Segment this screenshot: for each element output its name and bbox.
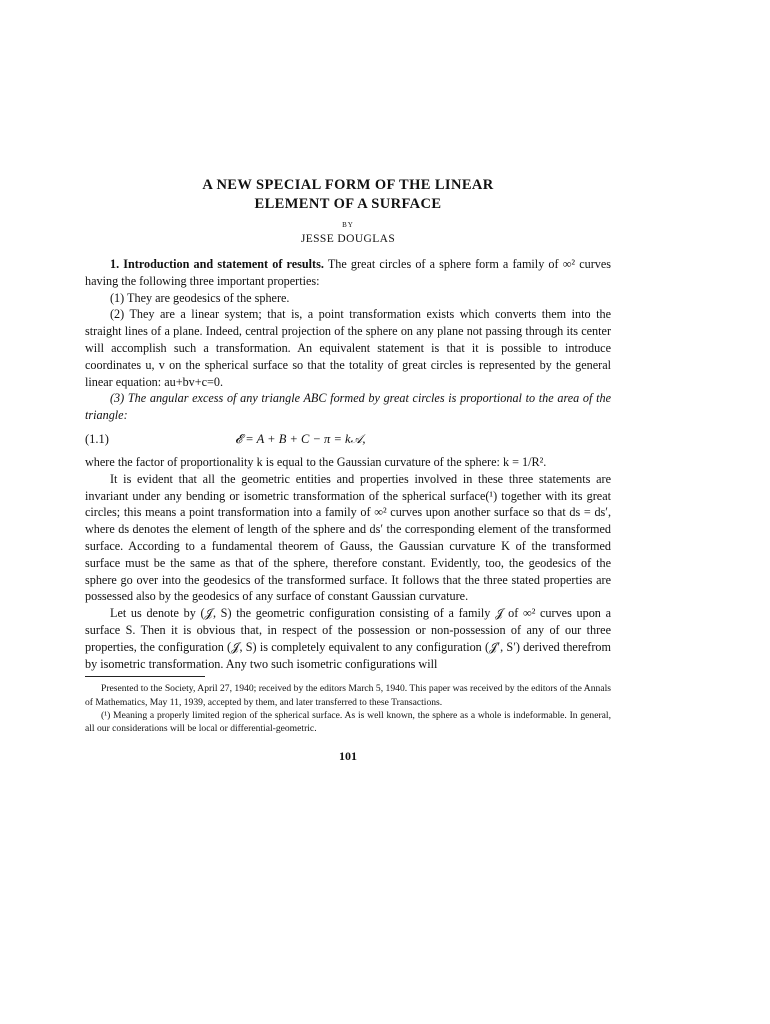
paragraph-property-3: (3) The angular excess of any triangle ABC formed by great circles is proportional to the area of the triangle: — [85, 391, 611, 423]
paragraph-isometric: It is evident that all the geometric entities and properties involved in these three statements are invariant under any bending or isometric transformation of the spherical surface(¹) together with its great circles; this means a point transformation into a family of ∞² curves upon another surface so that ds = ds′, where ds denotes the element of length of the sphere and ds′ the corresponding element of the transformed surface. According to a fundamental theorem of Gauss, the Gaussian curvature K of the transformed surface must be the same as that of the sphere, therefore constant. Evidently, too, the geodesics of the sphere go over into the geodesics of the transformed surface. It follows that the three stated properties are possessed also by the geodesics of any surface of constant Gaussian curvature. — [85, 471, 611, 604]
by-label: BY — [342, 221, 354, 229]
paragraph-configuration: Let us denote by (𝒥, S) the geometric configuration consisting of a family 𝒥 of ∞² curves upon a surface S. Then it is obvious that, in respect of the possession or non-possession of any of our three properties, the configuration (𝒥, S) is completely equivalent to any configuration (𝒥′, S′) derived therefrom by isometric transformation. Any two such isometric configurations will — [85, 606, 611, 671]
paragraph-intro — [85, 256, 611, 290]
paper-page — [85, 176, 611, 764]
section-heading: 1. Introduction and statement of results. — [110, 257, 324, 271]
page-number: 101 — [339, 749, 357, 764]
equation-1-1 — [85, 426, 611, 452]
equation-number: (1.1) — [85, 431, 109, 446]
footnote-received: Presented to the Society, April 27, 1940; received by the editors March 5, 1940. This paper was received by the editors of the Annals of Mathematics, May 11, 1939, accepted by them, and later transferred to these Transactions. — [85, 683, 611, 708]
title-line-1: A NEW SPECIAL FORM OF THE LINEAR — [202, 177, 494, 193]
footnote-rule — [85, 676, 205, 677]
paragraph-intro-text: The great circles of a sphere form a family of ∞² curves having the following three important properties: — [85, 257, 612, 288]
title-line-2: ELEMENT OF A SURFACE — [254, 196, 442, 212]
equation-body: 𝓔 = A + B + C − π = k𝒜, — [235, 431, 366, 446]
paragraph-property-1: (1) They are geodesics of the sphere. — [110, 290, 290, 305]
paragraph-factor: where the factor of proportionality k is equal to the Gaussian curvature of the sphere: k = 1/R². — [85, 454, 547, 469]
paragraph-property-2: (2) They are a linear system; that is, a point transformation exists which converts them into the straight lines of a plane. Indeed, central projection of the sphere on any plane not passing through its center will accomplish such a transformation. An equivalent statement is that it is possible to introduce coordinates u, v on the spherical surface so that the totality of great circles is represented by the general linear equation: au+bv+c=0. — [85, 307, 611, 389]
footnote-1: (¹) Meaning a properly limited region of the spherical surface. As is well known, the sphere as a whole is indeformable. In general, all our considerations will be local or differential-geometric. — [85, 709, 611, 734]
author-name: JESSE DOUGLAS — [300, 233, 396, 245]
